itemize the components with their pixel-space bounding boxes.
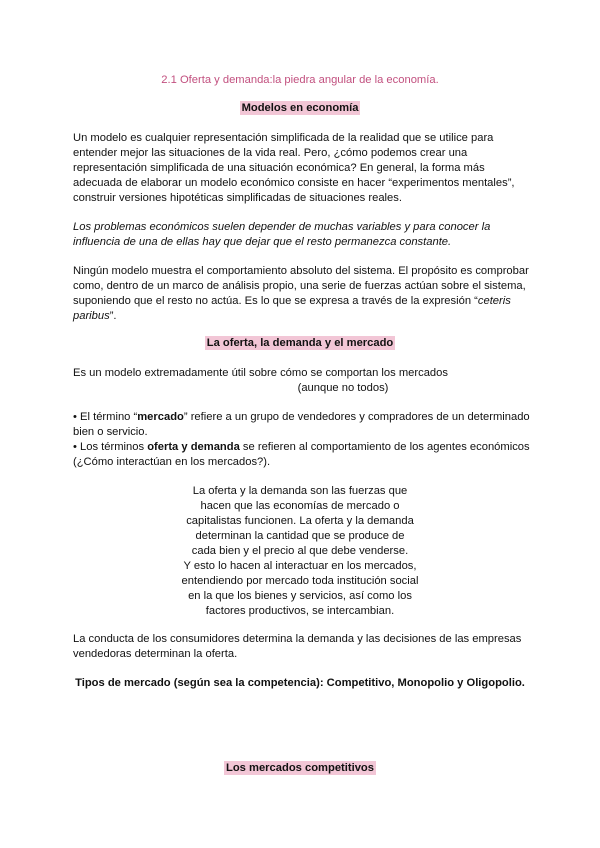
bullet-text: • Los términos: [73, 441, 148, 453]
paragraph-line: como, dentro de un marco de análisis propio, una serie de fuerzas actúan sobre el sistema,: [73, 280, 526, 292]
quote-line: La oferta y la demanda son las fuerzas que: [192, 485, 408, 497]
intro-line: Es un modelo extremadamente útil sobre cómo se comportan los mercados: [73, 367, 448, 379]
intro-line-2: (aunque no todos): [297, 382, 389, 394]
paribus-text: paribus: [73, 310, 110, 322]
paragraph-line: [73, 309, 117, 324]
heading-competitivos: Los mercados competitivos: [226, 762, 374, 774]
quote-line: entendiendo por mercado toda institución social: [181, 575, 419, 587]
paragraph-line: representación simplificada de una situación económica? En general, la forma más: [73, 162, 485, 174]
quote-line: determinan la cantidad que se produce de: [195, 530, 405, 542]
heading-modelos-wrapper: [0, 101, 600, 116]
quote-line: cada bien y el precio al que debe venderse.: [191, 545, 409, 557]
paragraph-end: ”.: [109, 310, 117, 322]
paragraph-line: vendedoras determinan la oferta.: [73, 648, 238, 660]
heading-competitivos-wrapper: [0, 761, 600, 776]
market-types: Tipos de mercado (según sea la competencia): Competitivo, Monopolio y Oligopolio.: [75, 677, 525, 689]
italic-line: influencia de una de ellas hay que dejar que el resto permanezca constante.: [73, 236, 452, 248]
bullet-mercado: [73, 410, 530, 425]
quote-line: factores productivos, se intercambian.: [205, 605, 395, 617]
paragraph-line: [73, 294, 511, 309]
quote-line: capitalistas funcionen. La oferta y la demanda: [186, 515, 414, 527]
bullet-text: • El término “: [73, 411, 138, 423]
paragraph-line: adecuada de elaborar un modelo económico consiste en hacer “experimentos mentales”,: [73, 177, 515, 189]
bullet-oferta-demanda: [73, 440, 530, 455]
paragraph-text: suponiendo que el resto no actúa. Es lo que se expresa a través de la expresión “: [73, 295, 478, 307]
bullet-line: (¿Cómo interactúan en los mercados?).: [73, 456, 271, 468]
ceteris-text: ceteris: [477, 295, 511, 307]
bullet-text: ” refiere a un grupo de vendedores y compradores de un determinado: [183, 411, 530, 423]
paragraph-line: Ningún modelo muestra el comportamiento absoluto del sistema. El propósito es comprobar: [73, 265, 529, 277]
italic-line: Los problemas económicos suelen depender de muchas variables y para conocer la: [73, 221, 491, 233]
quote-line: Y esto lo hacen al interactuar en los mercados,: [183, 560, 417, 572]
quote-line: en la que los bienes y servicios, así como los: [188, 590, 412, 602]
heading-mercado-wrapper: [0, 336, 600, 351]
paragraph-line: construir versiones hipotéticas simplificadas de situaciones reales.: [73, 192, 402, 204]
bullet-text: se refieren al comportamiento de los agentes económicos: [239, 441, 530, 453]
heading-mercado: La oferta, la demanda y el mercado: [206, 337, 394, 349]
paragraph-line: Un modelo es cualquier representación simplificada de la realidad que se utilice para: [73, 132, 494, 144]
heading-modelos: Modelos en economía: [241, 102, 359, 114]
bold-term: mercado: [137, 411, 184, 423]
bold-term: oferta y demanda: [147, 441, 240, 453]
document-title: 2.1 Oferta y demanda:la piedra angular de la economía.: [161, 74, 439, 86]
paragraph-line: La conducta de los consumidores determina la demanda y las decisiones de las empresas: [73, 633, 522, 645]
paragraph-line: entender mejor las situaciones de la vida real. Pero, ¿cómo podemos crear una: [73, 147, 468, 159]
quote-line: hacen que las economías de mercado o: [200, 500, 400, 512]
bullet-line: bien o servicio.: [73, 426, 148, 438]
